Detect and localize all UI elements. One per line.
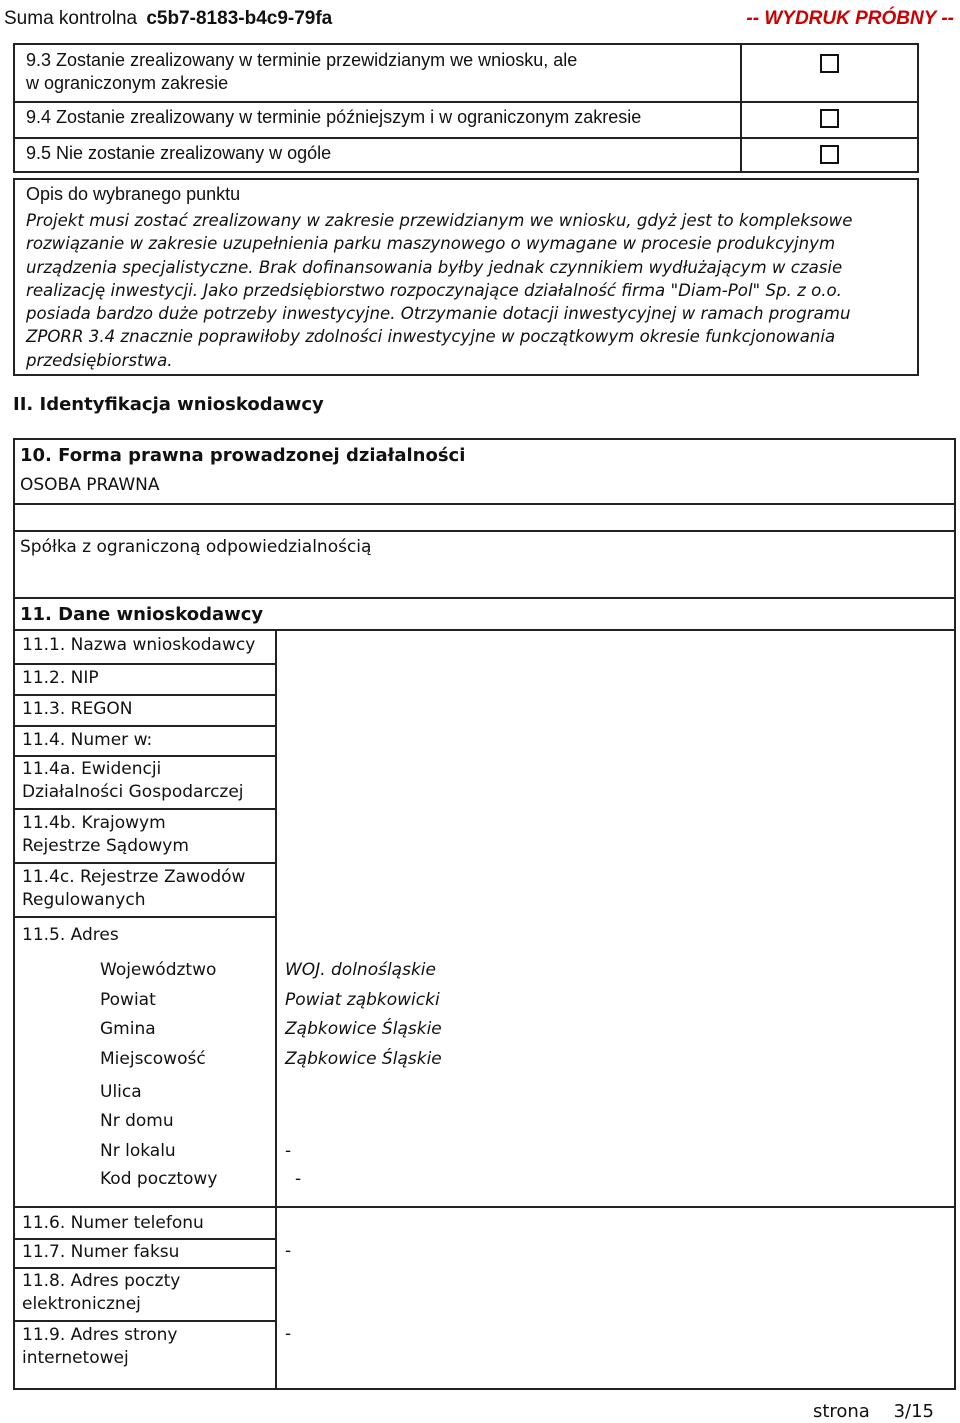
field-11-9 xyxy=(22,1324,178,1370)
field-11-4a-line2: Działalności Gospodarczej xyxy=(22,782,244,802)
section11-divider xyxy=(275,629,277,1390)
address-label: Powiat xyxy=(100,990,156,1010)
address-label: Nr lokalu xyxy=(100,1141,176,1161)
description-line: posiada bardzo duże potrzeby inwestycyjne. Otrzymanie dotacji inwestycyjnej w ramach programu xyxy=(26,304,851,324)
field-11-9-value: - xyxy=(285,1324,292,1344)
legal-form-value-2: Spółka z ograniczoną odpowiedzialnością xyxy=(20,537,372,557)
address-value: WOJ. dolnośląskie xyxy=(285,960,436,980)
address-value: - xyxy=(295,1169,302,1189)
row-line xyxy=(13,1238,275,1240)
field-11-4c-line2: Regulowanych xyxy=(22,890,146,910)
options-divider xyxy=(740,43,742,173)
header xyxy=(4,8,332,30)
option-9-3-line2: w ograniczonym zakresie xyxy=(26,73,229,93)
field-11-8-line2: elektronicznej xyxy=(22,1294,141,1314)
checksum: c5b7-8183-b4c9-79fa xyxy=(146,8,333,29)
field-11-4c-line1: 11.4c. Rejestrze Zawodów xyxy=(22,867,246,887)
description-line: ZPORR 3.4 znacznie poprawiłoby zdolności inwestycyjne w początkowym okresie funkcjonowania xyxy=(26,327,836,347)
options-row-line-1 xyxy=(13,101,919,103)
row-line xyxy=(13,755,275,757)
checkbox-9-5[interactable] xyxy=(820,145,839,164)
field-11-4c xyxy=(22,866,245,912)
section11-title: 11. Dane wnioskodawcy xyxy=(20,604,264,625)
address-value: - xyxy=(285,1141,292,1161)
section-title: II. Identyfikacja wnioskodawcy xyxy=(13,394,324,415)
section10-line-2 xyxy=(13,530,956,532)
option-9-3-line1: 9.3 Zostanie zrealizowany w terminie przewidzianym we wniosku, ale xyxy=(26,50,578,70)
field-11-4b-line2: Rejestrze Sądowym xyxy=(22,836,189,856)
address-value: Ząbkowice Śląskie xyxy=(285,1049,442,1069)
row-line xyxy=(13,694,275,696)
address-label: Ulica xyxy=(100,1082,142,1102)
field-11-2: 11.2. NIP xyxy=(22,668,99,688)
legal-form-value-1: OSOBA PRAWNA xyxy=(20,475,160,495)
address-label: Kod pocztowy xyxy=(100,1169,218,1189)
option-9-5-label: 9.5 Nie zostanie zrealizowany w ogóle xyxy=(26,143,332,163)
address-value: Powiat ząbkowicki xyxy=(285,990,440,1010)
description-line: realizację inwestycji. Jako przedsiębiorstwo rozpoczynające działalność firma "Diam-Pol" Sp. z o.o. xyxy=(26,280,842,300)
address-label: Gmina xyxy=(100,1019,156,1039)
section11-line xyxy=(13,629,956,631)
row-line xyxy=(13,1267,275,1269)
page-label: strona xyxy=(812,1401,870,1422)
option-9-3-label xyxy=(26,49,577,95)
address-label: Miejscowość xyxy=(100,1049,206,1069)
section10-line-1 xyxy=(13,503,956,505)
address-end-line xyxy=(13,1206,956,1208)
field-11-8-line1: 11.8. Adres poczty xyxy=(22,1271,181,1291)
field-11-7: 11.7. Numer faksu xyxy=(22,1242,180,1262)
watermark: -- WYDRUK PRÓBNY -- xyxy=(746,8,954,29)
field-11-4b-line1: 11.4b. Krajowym xyxy=(22,813,166,833)
field-11-8 xyxy=(22,1270,180,1316)
row-line xyxy=(13,663,275,665)
page-number xyxy=(813,1401,934,1422)
header-title: Suma kontrolna xyxy=(4,8,138,29)
options-row-line-2 xyxy=(13,137,919,139)
field-11-9-line1: 11.9. Adres strony xyxy=(22,1325,178,1345)
description-line: Projekt musi zostać zrealizowany w zakresie przewidzianym we wniosku, gdyż jest to kompleksowe xyxy=(26,211,853,230)
field-11-1: 11.1. Nazwa wnioskodawcy xyxy=(22,635,256,655)
row-line xyxy=(13,1320,275,1322)
field-11-3: 11.3. REGON xyxy=(22,699,133,719)
row-line xyxy=(13,916,275,918)
field-11-4a xyxy=(22,758,244,804)
checkbox-9-4[interactable] xyxy=(820,109,839,128)
field-11-6: 11.6. Numer telefonu xyxy=(22,1213,204,1233)
row-line xyxy=(13,862,275,864)
page-num: 3/15 xyxy=(893,1401,934,1422)
field-11-4b xyxy=(22,812,189,858)
row-line xyxy=(13,725,275,727)
description-line: przedsiębiorstwa. xyxy=(26,350,173,370)
checkbox-9-3[interactable] xyxy=(820,54,839,73)
description-line: rozwiązanie w zakresie uzupełnienia parku maszynowego o wymagane w procesie produkcyjnym xyxy=(26,234,836,254)
section10-line-3 xyxy=(13,597,956,599)
field-11-4a-line1: 11.4a. Ewidencji xyxy=(22,759,162,779)
address-value: Ząbkowice Śląskie xyxy=(285,1019,442,1039)
description-line: urządzenia specjalistyczne. Brak dofinansowania byłby jednak czynnikiem wydłużającym w czasie xyxy=(26,257,843,277)
field-11-9-line2: internetowej xyxy=(22,1348,129,1368)
address-label: Województwo xyxy=(100,960,217,980)
description-text xyxy=(26,209,852,372)
field-11-4: 11.4. Numer w: xyxy=(22,730,153,750)
field-11-7-value: - xyxy=(285,1241,292,1261)
description-label: Opis do wybranego punktu xyxy=(26,184,241,204)
option-9-4-label: 9.4 Zostanie zrealizowany w terminie późniejszym i w ograniczonym zakresie xyxy=(26,107,642,127)
field-11-5: 11.5. Adres xyxy=(22,925,119,945)
row-line xyxy=(13,808,275,810)
address-label: Nr domu xyxy=(100,1111,174,1131)
section10-title: 10. Forma prawna prowadzonej działalności xyxy=(20,445,466,466)
